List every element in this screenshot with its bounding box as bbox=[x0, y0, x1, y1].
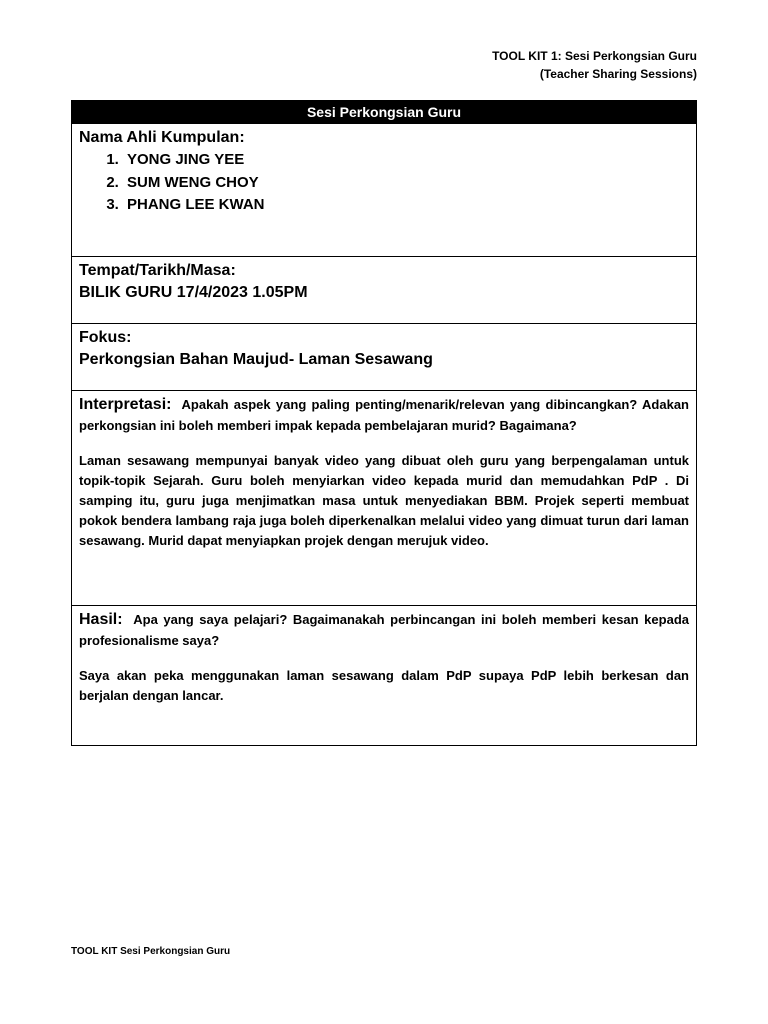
interpretation-answer: Laman sesawang mempunyai banyak video yang dibuat oleh guru yang berpengalaman untuk topik-topik Sejarah. Guru boleh menyiarkan video kepada murid dan memudahkan PdP . Di samping itu, guru juga menjimatkan masa untuk menyediakan BBM. Projek seperti membuat pokok bendera lambang raja juga boleh diperkenalkan melalui video yang dimuat turun dari laman sesawang. Murid dapat menyiapkan projek dengan merujuk video. bbox=[79, 453, 689, 548]
members-section bbox=[72, 123, 696, 256]
header-toolkit-title: TOOL KIT 1: Sesi Perkongsian Guru bbox=[492, 49, 697, 63]
members-list bbox=[79, 149, 689, 217]
venue-value: BILIK GURU 17/4/2023 1.05PM bbox=[79, 284, 308, 301]
members-label: Nama Ahli Kumpulan: bbox=[79, 129, 245, 146]
result-question: Apa yang saya pelajari? Bagaimanakah perbincangan ini boleh memberi kesan kepada profesionalisme saya? bbox=[79, 612, 689, 648]
interpretation-question-block bbox=[79, 394, 689, 436]
result-section bbox=[72, 605, 696, 745]
header-toolkit-subtitle: (Teacher Sharing Sessions) bbox=[539, 67, 697, 81]
interpretation-question: Apakah aspek yang paling penting/menarik/relevan yang dibincangkan? Adakan perkongsian ini boleh memberi impak kepada pembelajaran murid? Bagaimana? bbox=[79, 397, 689, 433]
focus-value: Perkongsian Bahan Maujud- Laman Sesawang bbox=[79, 351, 433, 368]
result-question-block bbox=[79, 609, 689, 651]
result-label: Hasil: bbox=[79, 611, 123, 628]
member-item: 2. SUM WENG CHOY bbox=[123, 172, 689, 195]
focus-label: Fokus: bbox=[79, 329, 132, 346]
page-footer: TOOL KIT Sesi Perkongsian Guru bbox=[71, 946, 231, 957]
venue-label: Tempat/Tarikh/Masa: bbox=[79, 262, 236, 279]
interpretation-label: Interpretasi: bbox=[79, 396, 172, 413]
venue-section bbox=[72, 256, 696, 323]
form-title: Sesi Perkongsian Guru bbox=[72, 101, 696, 123]
focus-section bbox=[72, 323, 696, 390]
member-item: 1. YONG JING YEE bbox=[123, 149, 689, 172]
result-answer: Saya akan peka menggunakan laman sesawang dalam PdP supaya PdP lebih berkesan dan berjalan dengan lancar. bbox=[79, 668, 689, 703]
sharing-session-form bbox=[71, 100, 697, 746]
page-header bbox=[492, 47, 697, 83]
interpretation-section bbox=[72, 390, 696, 605]
member-item: 3. PHANG LEE KWAN bbox=[123, 194, 689, 217]
